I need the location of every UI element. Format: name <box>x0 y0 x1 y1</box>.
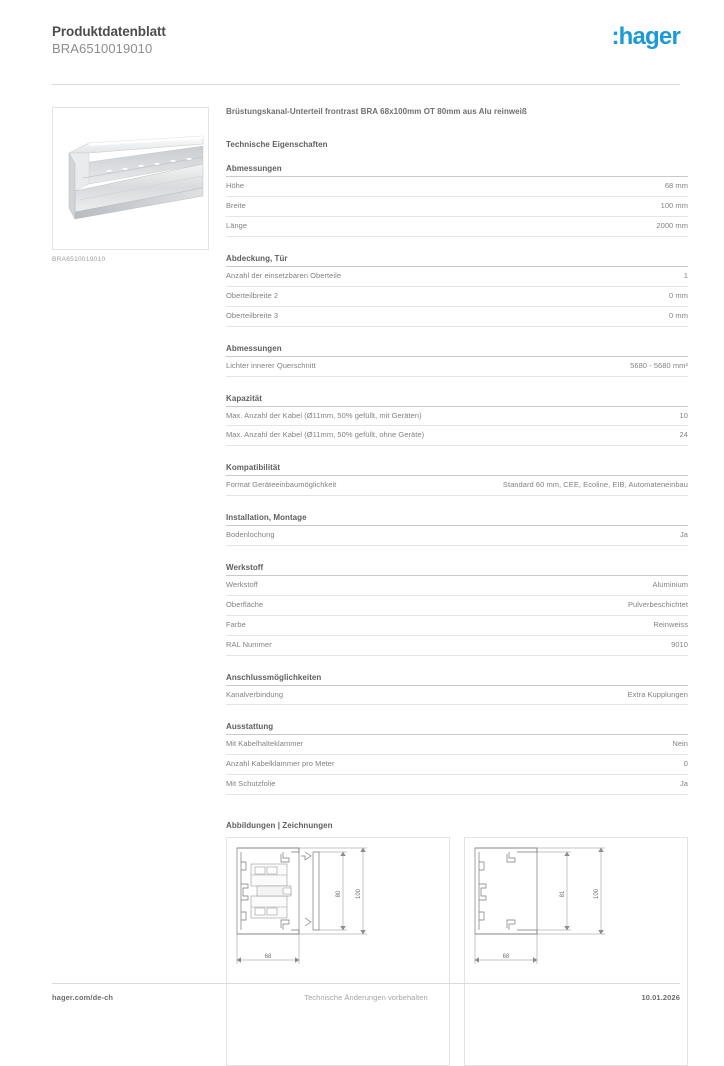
table-row <box>226 576 688 596</box>
footer-date: 10.01.2026 <box>641 993 680 1002</box>
spec-value: Aluminium <box>652 580 688 590</box>
spec-group-title: Installation, Montage <box>226 513 307 523</box>
product-photo-caption: BRA6510019010 <box>52 256 106 263</box>
spec-value: 2000 mm <box>656 221 688 231</box>
spec-label: Breite <box>226 201 246 211</box>
spec-label: Farbe <box>226 619 246 629</box>
spec-label: Bodenlochung <box>226 530 275 540</box>
table-row <box>226 635 688 655</box>
spec-table <box>226 685 688 706</box>
spec-group-title: Abmessungen <box>226 343 282 353</box>
page-title: Produktdatenblatt <box>52 24 166 39</box>
spec-label: Max. Anzahl der Kabel (Ø11mm, 50% gefüllt, mit Geräten) <box>226 410 422 420</box>
spec-group-title: Kompatibilität <box>226 463 281 473</box>
spec-value: 0 mm <box>669 290 688 300</box>
table-row <box>226 476 688 496</box>
spec-value: 24 <box>679 430 688 440</box>
spec-value: Extra Kupplungen <box>627 689 688 699</box>
table-row <box>226 406 688 426</box>
table-row <box>226 426 688 446</box>
dim-inner-height-label-1: 80 <box>336 890 342 898</box>
spec-value: 0 mm <box>669 310 688 320</box>
spec-table <box>226 475 688 496</box>
product-description: Brüstungskanal-Unterteil frontrast BRA 68x100mm OT 80mm aus Alu reinweiß <box>226 107 527 116</box>
table-row <box>226 286 688 306</box>
spec-table <box>226 176 688 237</box>
spec-label: Anzahl der einsetzbaren Oberteile <box>226 271 342 281</box>
spec-label: Anzahl Kabelklammer pro Meter <box>226 759 335 769</box>
spec-group-title: Ausstattung <box>226 722 274 732</box>
spec-value: Nein <box>672 739 688 749</box>
spec-group-title: Abmessungen <box>226 164 282 174</box>
spec-table <box>226 734 688 795</box>
spec-value: 0 <box>683 759 688 769</box>
drawing-cross-section-with-devices <box>226 837 450 1066</box>
title-block <box>52 22 166 58</box>
dim-outer-height-label-2: 100 <box>594 889 600 900</box>
page-header <box>52 22 680 66</box>
footer-disclaimer: Technische Änderungen vorbehalten <box>304 993 428 1002</box>
table-row <box>226 356 688 376</box>
technical-drawing-2 <box>465 838 687 1065</box>
spec-value: Reinweiss <box>653 619 688 629</box>
dim-width-label-1: 68 <box>264 954 272 961</box>
spec-group-title: Abdeckung, Tür <box>226 254 288 264</box>
product-reference: BRA6510019010 <box>52 40 153 56</box>
table-row <box>226 615 688 635</box>
header-divider <box>52 84 680 85</box>
spec-label: Oberteilbreite 2 <box>226 290 279 300</box>
spec-value: 10 <box>679 410 688 420</box>
spec-label: Kanalverbindung <box>226 689 284 699</box>
table-row <box>226 526 688 546</box>
table-row <box>226 775 688 795</box>
dim-inner-height-label-2: 81 <box>560 890 566 898</box>
dim-outer-height-label-1: 100 <box>356 889 362 900</box>
drawings-title: Abbildungen | Zeichnungen <box>226 821 333 831</box>
technical-drawing-1 <box>227 838 449 1065</box>
footer-row <box>52 984 680 1002</box>
spec-label: Lichter innerer Querschnitt <box>226 360 316 370</box>
spec-table <box>226 406 688 447</box>
technical-properties-title: Technische Eigenschaften <box>226 140 328 150</box>
spec-label: Format Geräteeinbaumöglichkeit <box>226 480 337 490</box>
spec-label: Max. Anzahl der Kabel (Ø11mm, 50% gefüllt, ohne Geräte) <box>226 430 425 440</box>
spec-value: Standard 60 mm, CEE, Ecoline, EIB, Automateneinbau <box>502 480 688 490</box>
spec-value: 5680 - 5680 mm² <box>630 360 688 370</box>
spec-label: Oberfläche <box>226 599 264 609</box>
dim-width-label-2: 68 <box>502 954 510 961</box>
table-row <box>226 217 688 237</box>
spec-table <box>226 575 688 656</box>
spec-label: Höhe <box>226 181 245 191</box>
spec-table <box>226 525 688 546</box>
spec-value: Pulverbeschichtet <box>627 599 688 609</box>
spec-value: 1 <box>683 271 688 281</box>
table-row <box>226 267 688 287</box>
spec-value: 9010 <box>671 639 688 649</box>
spec-label: Mit Kabelhalteklammer <box>226 739 304 749</box>
spec-value: 68 mm <box>664 181 688 191</box>
spec-value: Ja <box>679 530 688 540</box>
spec-value: Ja <box>679 779 688 789</box>
spec-value: 100 mm <box>660 201 688 211</box>
footer-website[interactable]: hager.com/de-ch <box>52 993 114 1002</box>
product-photo-frame <box>52 107 209 250</box>
spec-label: Werkstoff <box>226 580 258 590</box>
spec-group-title: Anschlussmöglichkeiten <box>226 672 322 682</box>
drawings-row <box>226 837 688 1066</box>
product-photo <box>53 108 208 249</box>
spec-table <box>226 356 688 377</box>
table-row <box>226 197 688 217</box>
table-row <box>226 177 688 197</box>
table-row <box>226 306 688 326</box>
specs-column <box>218 107 688 1066</box>
spec-label: RAL Nummer <box>226 639 272 649</box>
product-image-column <box>52 107 218 1066</box>
table-row <box>226 755 688 775</box>
table-row <box>226 735 688 755</box>
spec-groups <box>226 164 688 795</box>
hager-logo: :hager <box>611 23 680 50</box>
spec-label: Mit Schutzfolie <box>226 779 276 789</box>
spec-group-title: Werkstoff <box>226 563 264 573</box>
page-content <box>52 107 688 1066</box>
table-row <box>226 595 688 615</box>
spec-table <box>226 266 688 327</box>
spec-label: Länge <box>226 221 248 231</box>
table-row <box>226 685 688 705</box>
page-footer <box>52 983 680 1002</box>
spec-label: Oberteilbreite 3 <box>226 310 279 320</box>
spec-group-title: Kapazität <box>226 393 263 403</box>
drawing-cross-section-empty <box>464 837 688 1066</box>
